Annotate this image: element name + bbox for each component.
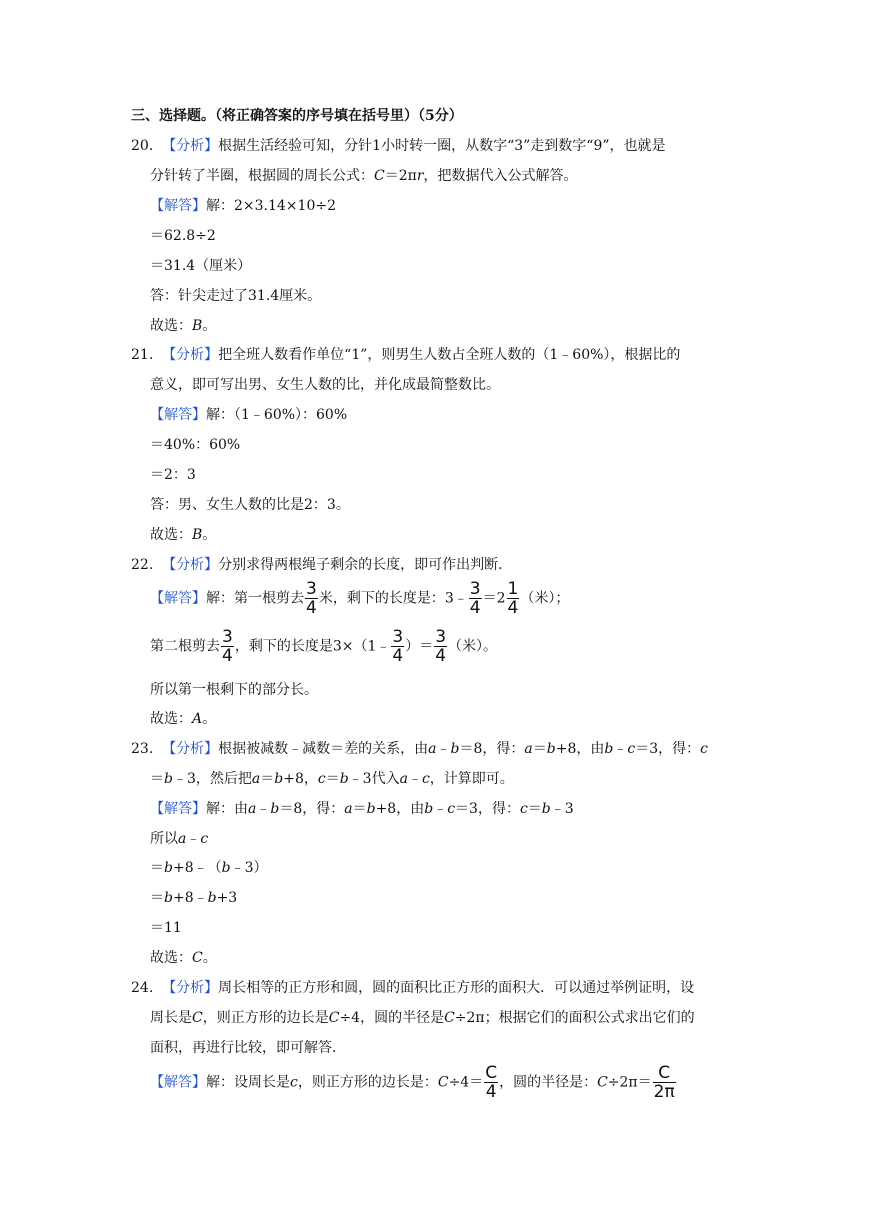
q20-answer: 答：针尖走过了31.4厘米。 xyxy=(150,288,322,304)
q24-solution-line1: 【解答】解：设周长是c，则正方形的边长是：C÷4＝ $\frac{C}{4}$ ，圆的半径是：C÷2π＝ $\frac{C}{2\pi}$ xyxy=(150,1063,675,1102)
q21-analysis-tag: 【分析】 xyxy=(162,347,219,363)
section-title: 三、选择题。（将正确答案的序号填在括号里）（5分） xyxy=(131,108,463,124)
q20-analysis-line1: 20. 【分析】根据生活经验可知，分针1小时转一圈，从数字“3”走到数字“9”，也就是 xyxy=(131,138,666,154)
q23-choice: 故选：C。 xyxy=(150,950,217,966)
q23-solution-line2: 所以a﹣c xyxy=(150,831,209,847)
fraction-three-quarters: $\frac{3}{4}$ xyxy=(392,627,404,666)
q20-solution-line3: ＝31.4（厘米） xyxy=(150,258,252,274)
q22-choice: 故选：A。 xyxy=(150,711,217,727)
q20-number: 20. xyxy=(131,138,154,154)
q23-solution-line1: 【解答】解：由a﹣b＝8，得：a＝b+8，由b﹣c＝3，得：c＝b﹣3 xyxy=(150,801,574,817)
q21-solution-line2: ＝40%：60% xyxy=(150,437,241,453)
q22-number: 22. xyxy=(131,557,154,573)
q21-choice: 故选：B。 xyxy=(150,527,217,543)
q21-analysis-line2: 意义，即可写出男、女生人数的比，并化成最简整数比。 xyxy=(150,377,500,393)
q22-solution-tag: 【解答】 xyxy=(150,590,206,607)
q21-solution-tag: 【解答】 xyxy=(150,407,206,423)
q23-analysis-line2: ＝b﹣3，然后把a＝b+8，c＝b﹣3代入a﹣c，计算即可。 xyxy=(150,771,514,787)
q24-analysis-tag: 【分析】 xyxy=(162,980,219,996)
fraction-three-quarters: $\frac{3}{4}$ xyxy=(222,627,233,666)
q22-solution-line1: 【解答】解：第一根剪去 $\frac{3}{4}$ 米，剩下的长度是：3﹣ $\frac{3}{4}$ ＝2 $\frac{1}{4}$ （米）； xyxy=(150,579,570,618)
q23-solution-line4: ＝b+8﹣b+3 xyxy=(150,890,238,906)
q21-solution-line3: ＝2：3 xyxy=(150,467,196,483)
q22-conclusion: 所以第一根剩下的部分长。 xyxy=(150,682,318,698)
q20-analysis-line2: 分针转了半圈，根据圆的周长公式：C＝2πr，把数据代入公式解答。 xyxy=(150,168,578,184)
q20-analysis-tag: 【分析】 xyxy=(162,138,219,154)
q23-analysis-line1: 23. 【分析】根据被减数﹣减数＝差的关系，由a﹣b＝8，得：a＝b+8，由b﹣c＝3，得：c xyxy=(131,741,708,757)
q24-number: 24. xyxy=(131,980,154,996)
fraction-three-quarters: $\frac{3}{4}$ xyxy=(469,579,481,618)
q23-solution-line3: ＝b+8﹣（b﹣3） xyxy=(150,860,268,876)
q23-solution-tag: 【解答】 xyxy=(150,801,206,817)
fraction-c-over-2pi: $\frac{C}{2\pi}$ xyxy=(653,1063,675,1102)
q24-solution-tag: 【解答】 xyxy=(150,1074,206,1091)
fraction-three-quarters: $\frac{3}{4}$ xyxy=(435,627,447,666)
q23-number: 23. xyxy=(131,741,154,757)
q24-analysis-line3: 面积，再进行比较，即可解答． xyxy=(150,1040,346,1056)
q21-number: 21. xyxy=(131,347,154,363)
q21-answer: 答：男、女生人数的比是2：3。 xyxy=(150,497,350,513)
q22-solution-line2: 第二根剪去 $\frac{3}{4}$ ，剩下的长度是3×（1﹣ $\frac{3}{4}$ ）＝ $\frac{3}{4}$ （米）。 xyxy=(150,627,498,666)
q24-analysis-line1: 24. 【分析】周长相等的正方形和圆，圆的面积比正方形的面积大．可以通过举例证明，设 xyxy=(131,980,695,996)
q22-analysis-tag: 【分析】 xyxy=(162,557,219,573)
q20-solution-line2: ＝62.8÷2 xyxy=(150,228,216,244)
q22-analysis-line1: 22. 【分析】分别求得两根绳子剩余的长度，即可作出判断. xyxy=(131,557,503,573)
q23-analysis-tag: 【分析】 xyxy=(162,741,219,757)
fraction-one-quarter: $\frac{1}{4}$ xyxy=(507,579,519,618)
q21-analysis-line1: 21. 【分析】把全班人数看作单位“1”，则男生人数占全班人数的（1﹣60%），根据比的 xyxy=(131,347,681,363)
q20-choice: 故选：B。 xyxy=(150,318,217,334)
q24-analysis-line2: 周长是C，则正方形的边长是C÷4，圆的半径是C÷2π；根据它们的面积公式求出它们的 xyxy=(150,1010,695,1026)
q20-solution-line1: 【解答】解：2×3.14×10÷2 xyxy=(150,198,336,214)
q21-solution-line1: 【解答】解：（1﹣60%）：60% xyxy=(150,407,348,423)
q20-solution-tag: 【解答】 xyxy=(150,198,206,214)
q23-solution-line5: ＝11 xyxy=(150,920,182,936)
fraction-three-quarters: $\frac{3}{4}$ xyxy=(306,579,317,618)
fraction-c-over-4: $\frac{C}{4}$ xyxy=(485,1063,498,1102)
